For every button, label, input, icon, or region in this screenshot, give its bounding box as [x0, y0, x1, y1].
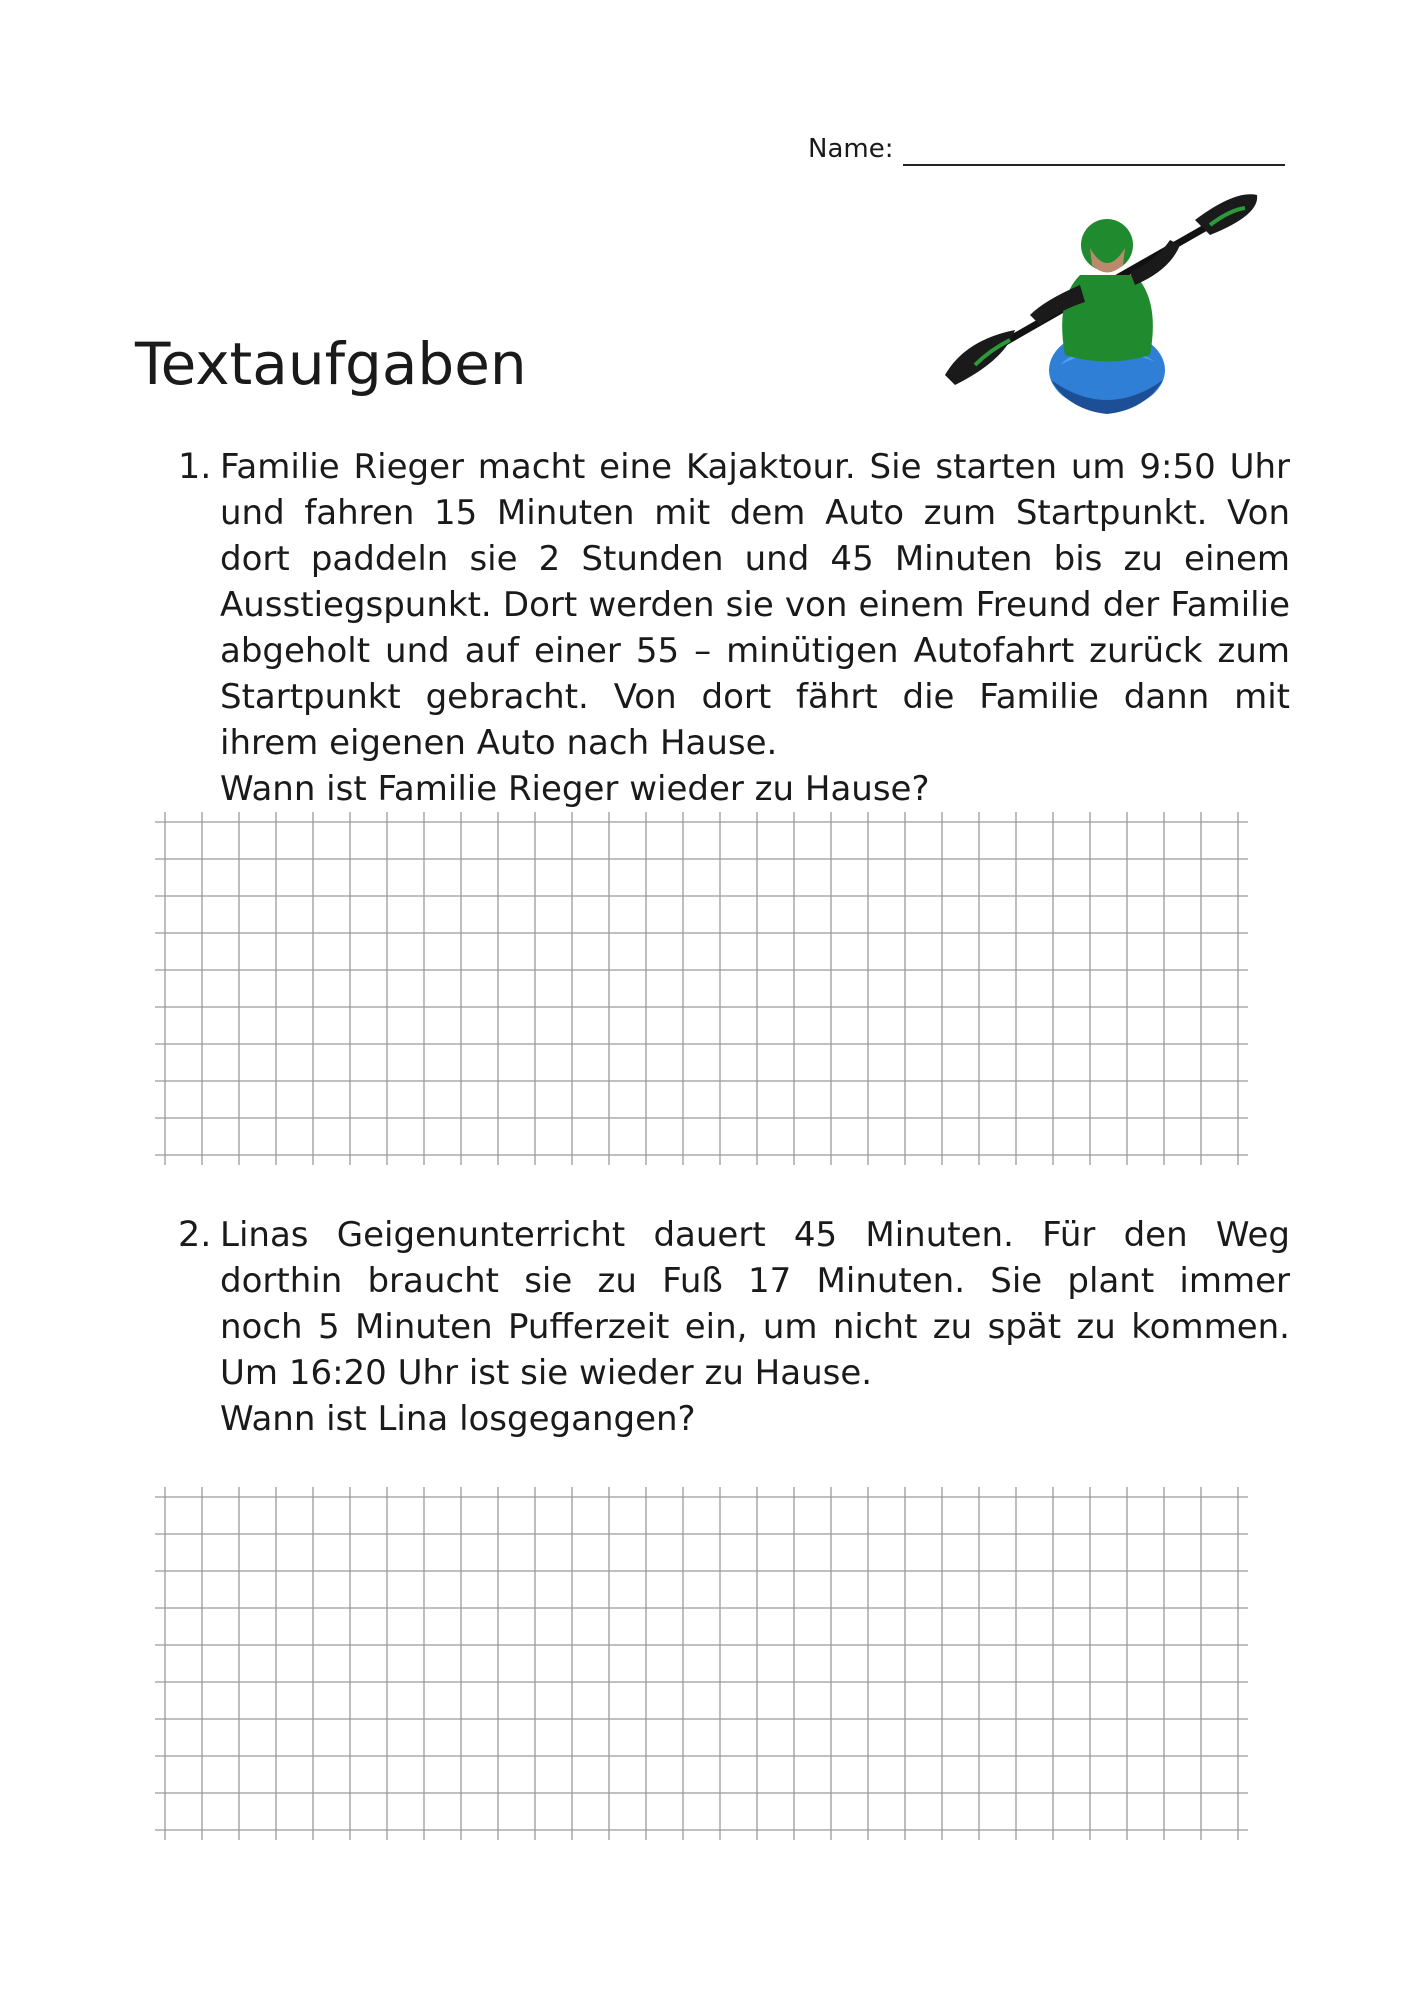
task-1-question: Wann ist Familie Rieger wieder zu Hause? — [220, 769, 930, 809]
task-2-text — [220, 1212, 1290, 1442]
task-2-line: Um 16:20 Uhr ist sie wieder zu Hause. — [220, 1353, 873, 1393]
task-2-line: dorthin braucht sie zu Fuß 17 Minuten. Sie plant immer — [220, 1261, 1290, 1301]
task-1-line: ihrem eigenen Auto nach Hause. — [220, 723, 778, 763]
name-label: Name: — [808, 134, 894, 164]
task-1-line: Ausstiegspunkt. Dort werden sie von einem Freund der Familie — [220, 585, 1290, 625]
answer-grid-1[interactable] — [155, 812, 1270, 1174]
task-1-text — [220, 444, 1290, 812]
task-2-number: 2. — [178, 1215, 212, 1255]
name-field — [808, 134, 1288, 174]
task-2-line: noch 5 Minuten Pufferzeit ein, um nicht zu spät zu kommen. — [220, 1307, 1290, 1347]
name-input-line[interactable] — [903, 164, 1285, 166]
answer-grid-2[interactable] — [155, 1487, 1270, 1849]
task-1-line: dort paddeln sie 2 Stunden und 45 Minuten bis zu einem — [220, 539, 1290, 579]
page-title: Textaufgaben — [135, 330, 527, 398]
task-1-line: und fahren 15 Minuten mit dem Auto zum Startpunkt. Von — [220, 493, 1290, 533]
task-2-question: Wann ist Lina losgegangen? — [220, 1399, 696, 1439]
task-1-line: abgeholt und auf einer 55 – minütigen Autofahrt zurück zum — [220, 631, 1290, 671]
task-2-line: Linas Geigenunterricht dauert 45 Minuten. Für den Weg — [220, 1215, 1290, 1255]
task-1-line: Familie Rieger macht eine Kajaktour. Sie starten um 9:50 Uhr — [220, 447, 1290, 487]
paddle-blade-left — [945, 330, 1015, 385]
kayaker-illustration — [945, 190, 1265, 420]
task-1-line: Startpunkt gebracht. Von dort fährt die Familie dann mit — [220, 677, 1290, 717]
task-1-number: 1. — [178, 447, 212, 487]
